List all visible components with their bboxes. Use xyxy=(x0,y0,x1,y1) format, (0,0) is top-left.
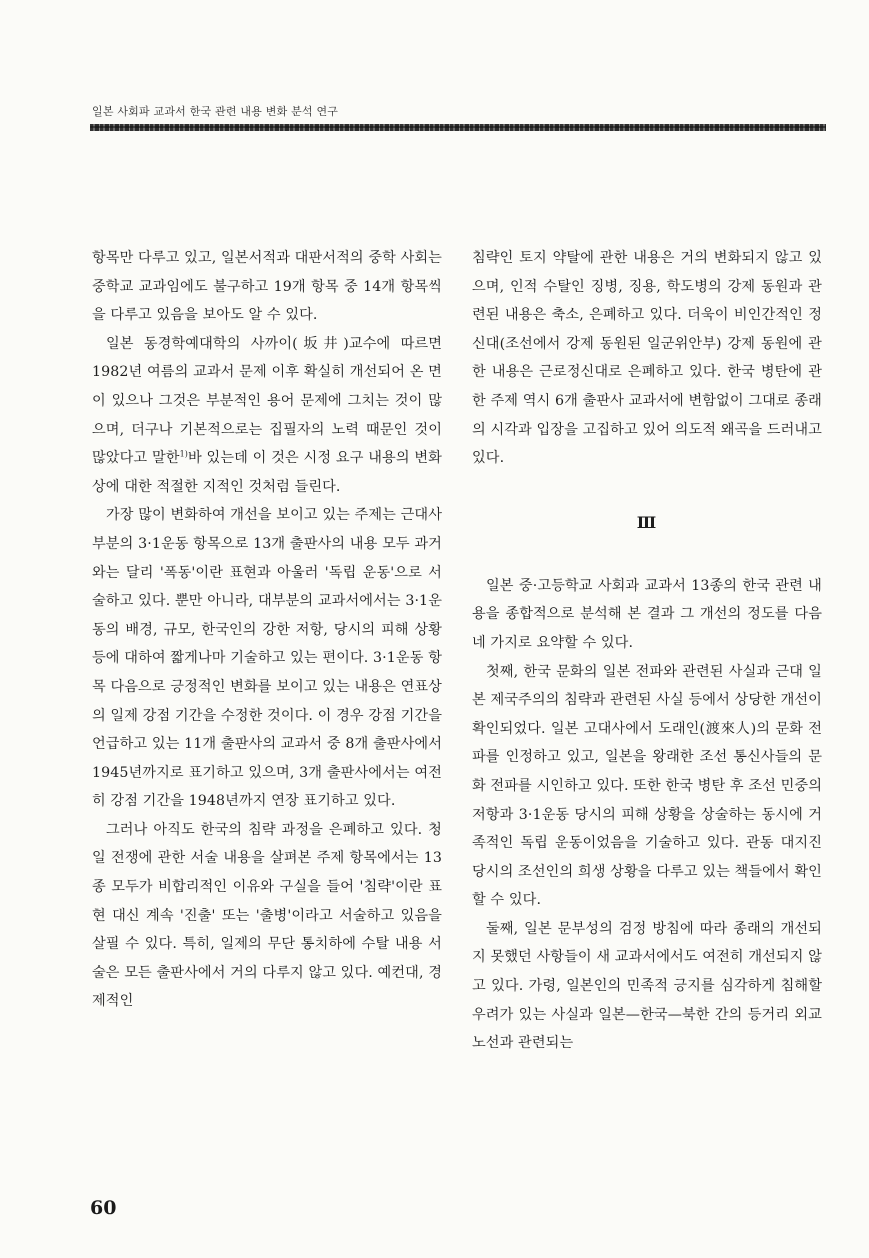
page-number: 60 xyxy=(90,1197,117,1219)
paragraph: 가장 많이 변화하여 개선을 보이고 있는 주제는 근대사 부분의 3·1운동 항목으로 13개 출판사의 내용 모두 과거와는 달리 '폭동'이란 표현과 아울러 '독립 운동'으로 서술하고 있다. 뿐만 아니라, 대부분의 교과서에서는 3·1운동의 배경, 규모, 한국인의 강한 저항, 당시의 피해 상황 등에 대하여 짧게나마 기술하고 있는 편이다. 3·1운동 항목 다음으로 긍정적인 변화를 보이고 있는 내용은 연표상의 일제 강점 기간을 수정한 것이다. 이 경우 강점 기간을 언급하고 있는 11개 출판사의 교과서 중 8개 출판사에서 1945년까지로 표기하고 있으며, 3개 출판사에서는 여전히 강점 기간을 1948년까지 연장 표기하고 있다. xyxy=(92,507,442,810)
section-heading: Ⅲ xyxy=(636,512,658,532)
paragraph: 일본 중·고등학교 사회과 교과서 13종의 한국 관련 내용을 종합적으로 분석해 본 결과 그 개선의 정도를 다음 네 가지로 요약할 수 있다. xyxy=(472,577,822,651)
footnote-mark: 1) xyxy=(179,449,188,459)
paragraph: 침략인 토지 약탈에 관한 내용은 거의 변화되지 않고 있으며, 인적 수탈인 징병, 징용, 학도병의 강제 동원과 관련된 내용은 축소, 은폐하고 있다. 더욱이 비인간적인 정신대(조선에서 강제 동원된 일군위안부) 강제 동원에 관한 내용은 근로정신대로 은폐하고 있다. 한국 병탄에 관한 주제 역시 6개 출판사 교과서에 변함없이 그대로 종래의 시각과 입장을 고집하고 있어 의도적 왜곡을 드러내고 있다. xyxy=(472,250,822,467)
left-column xyxy=(92,244,442,1016)
paragraph: 첫째, 한국 문화의 일본 전파와 관련된 사실과 근대 일본 제국주의의 침략과 관련된 사실 등에서 상당한 개선이 확인되었다. 일본 고대사에서 도래인(渡來人)의 문화 전파를 인정하고 있고, 일본을 왕래한 조선 통신사들의 문화 전파를 시인하고 있다. 또한 한국 병탄 후 조선 민중의 저항과 3·1운동 당시의 피해 상황을 상술하는 동시에 거족적인 독립 운동이었음을 기술하고 있다. 관동 대지진 당시의 조선인의 희생 상황을 다루고 있는 책들에서 확인할 수 있다. xyxy=(472,663,822,909)
paragraph: 그러나 아직도 한국의 침략 과정을 은폐하고 있다. 청일 전쟁에 관한 서술 내용을 살펴본 주제 항목에서는 13종 모두가 비합리적인 이유와 구실을 들어 '침략'이란 표현 대신 계속 '진출' 또는 '출병'이라고 서술하고 있음을 살필 수 있다. 특히, 일제의 무단 통치하에 수탈 내용 서술은 모든 출판사에서 거의 다루지 않고 있다. 예컨대, 경제적인 xyxy=(92,821,442,1010)
right-column xyxy=(472,244,822,1058)
running-head: 일본 사회파 교과서 한국 관련 내용 변화 분석 연구 xyxy=(92,105,339,118)
paragraph-text: 일본 동경학예대학의 사까이(坂井)교수에 따르면 1982년 여름의 교과서 문제 이후 확실히 개선되어 온 면이 있으나 그것은 부분적인 용어 문제에 그치는 것이 많으며, 더구나 기본적으로는 집필자의 노력 때문인 것이 많았다고 말한 xyxy=(92,335,442,467)
paragraph-text: 바 있는데 이 것은 시정 요구 내용의 변화상에 대한 적절한 지적인 것처럼 들린다. xyxy=(92,450,442,495)
header-rule xyxy=(90,124,826,131)
paragraph: 둘째, 일본 문부성의 검정 방침에 따라 종래의 개선되지 못했던 사항들이 새 교과서에서도 여전히 개선되지 않고 있다. 가령, 일본인의 민족적 긍지를 심각하게 침해할 우려가 있는 사실과 일본—한국—북한 간의 등거리 외교 노선과 관련되는 xyxy=(472,920,822,1052)
paragraph: 항목만 다루고 있고, 일본서적과 대판서적의 중학 사회는 중학교 교과임에도 불구하고 19개 항목 중 14개 항목씩을 다루고 있음을 보아도 알 수 있다. xyxy=(92,250,442,324)
paragraph xyxy=(92,330,442,502)
